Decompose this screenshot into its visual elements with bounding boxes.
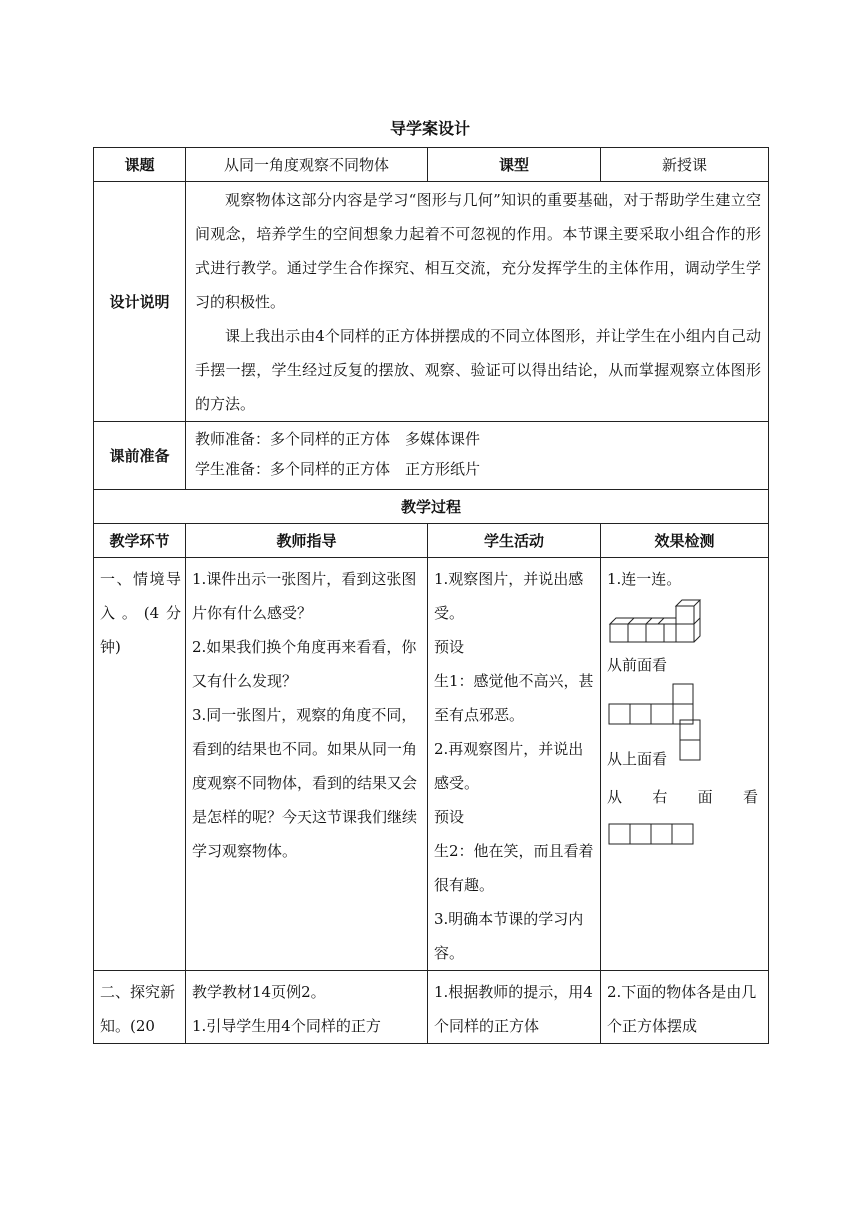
teacher-prep: 教师准备：多个同样的正方体 多媒体课件 <box>195 430 481 448</box>
view-front-label: 从前面看 <box>607 656 668 674</box>
view-top-label: 从上面看 <box>607 750 668 768</box>
prep-content <box>186 422 769 490</box>
design-paragraph-2: 课上我出示由4个同样的正方体拼摆成的不同立体图形，并让学生在小组内自己动手摆一摆，学生经过反复的摆放、观察、验证可以得出结论，从而掌握观察立体图形的方法。 <box>195 327 761 413</box>
teacher-step-3: 3.同一张图片，观察的角度不同，看到的结果也不同。如果从同一角度观察不同物体，看到的结果又会是怎样的呢？今天这节课我们继续学习观察物体。 <box>192 706 418 860</box>
top-view-row <box>607 728 764 766</box>
stage-2: 二、探究新知。(20 <box>94 971 186 1044</box>
check-question: 1.连一连。 <box>607 570 682 588</box>
teacher-guidance-1 <box>186 558 428 971</box>
student-step-1: 1.观察图片，并说出感受。 <box>434 570 584 622</box>
student-step-3: 3.明确本节课的学习内容。 <box>434 910 584 962</box>
teacher-step-2: 2.如果我们换个角度再来看看，你又有什么发现？ <box>192 638 417 690</box>
design-label: 设计说明 <box>94 182 186 422</box>
teacher-row2-line-1: 教学教材14页例2。 <box>192 983 326 1001</box>
process-title: 教学过程 <box>94 490 769 524</box>
cube-solid-figure <box>607 596 707 648</box>
teacher-step-1: 1.课件出示一张图片，看到这张图片你有什么感受？ <box>192 570 417 622</box>
header-stage: 教学环节 <box>94 524 186 558</box>
student-answer-2: 生2：他在笑，而且看着很有趣。 <box>434 842 594 894</box>
student-activity-1 <box>428 558 601 971</box>
document-title: 导学案设计 <box>389 119 470 138</box>
check-row2-line-1: 2.下面的物体各是由几个正方体摆成 <box>607 983 757 1035</box>
prep-label: 课前准备 <box>94 422 186 490</box>
student-row2-line-1: 1.根据教师的提示，用4个同样的正方体 <box>434 983 593 1035</box>
teacher-guidance-2 <box>186 971 428 1044</box>
type-value: 新授课 <box>601 148 769 182</box>
stage-1: 一、情境导入。(4分钟) <box>94 558 186 971</box>
top-view-figure <box>679 718 703 764</box>
header-student: 学生活动 <box>428 524 601 558</box>
student-preset-1: 预设 <box>434 638 465 656</box>
design-paragraph-1: 观察物体这部分内容是学习“图形与几何”知识的重要基础，对于帮助学生建立空间观念，培养学生的空间想象力起着不可忽视的作用。本节课主要采取小组合作的形式进行教学。通过学生合作探究、相互交流，充分发挥学生的主体作用，调动学生学习的积极性。 <box>195 191 761 311</box>
design-description <box>186 182 769 422</box>
topic-value: 从同一角度观察不同物体 <box>186 148 428 182</box>
right-view-figure <box>607 818 707 850</box>
effect-check-2 <box>601 971 769 1044</box>
teacher-row2-line-2: 1.引导学生用4个同样的正方 <box>192 1017 381 1035</box>
lesson-plan-table <box>93 147 769 1044</box>
student-step-2: 2.再观察图片，并说出感受。 <box>434 740 584 792</box>
effect-check-1 <box>601 558 769 971</box>
topic-label: 课题 <box>94 148 186 182</box>
student-answer-1: 生1：感觉他不高兴，甚至有点邪恶。 <box>434 672 594 724</box>
student-preset-2: 预设 <box>434 808 465 826</box>
header-check: 效果检测 <box>601 524 769 558</box>
type-label: 课型 <box>428 148 601 182</box>
view-right-label: 从 右 面 看 <box>607 788 758 806</box>
student-activity-2 <box>428 971 601 1044</box>
student-prep: 学生准备：多个同样的正方体 正方形纸片 <box>195 460 481 478</box>
header-teacher: 教师指导 <box>186 524 428 558</box>
